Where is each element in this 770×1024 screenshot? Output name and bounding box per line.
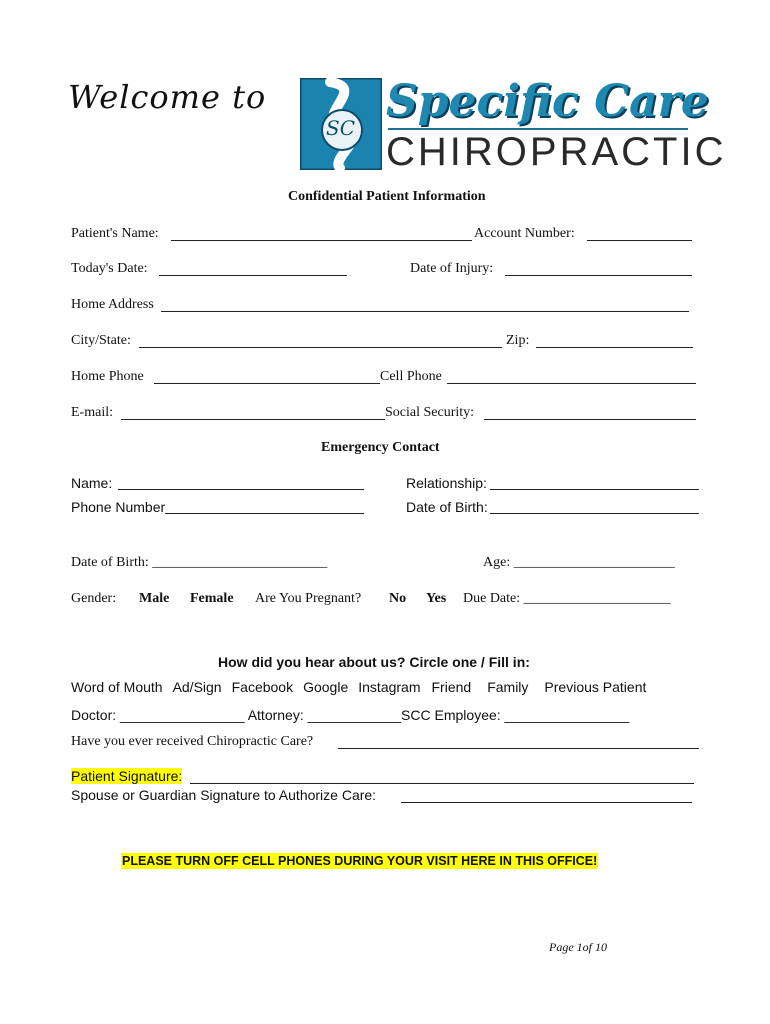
emergency-dob-field[interactable] <box>490 513 699 514</box>
gender-female-option[interactable]: Female <box>190 591 234 606</box>
referral-option[interactable]: Word of Mouth <box>71 679 163 695</box>
cell-phone-field[interactable] <box>447 383 696 384</box>
relationship-field[interactable] <box>490 489 699 490</box>
email-field[interactable] <box>121 419 385 420</box>
gender-male-option[interactable]: Male <box>139 591 170 606</box>
referral-option[interactable]: Family <box>487 679 529 695</box>
patient-name-field[interactable] <box>171 240 472 241</box>
logo-mark-icon <box>300 78 382 170</box>
patient-name-label: Patient's Name: <box>71 226 159 241</box>
chiropractic-care-field[interactable] <box>338 748 699 749</box>
emergency-name-label: Name: <box>71 475 113 491</box>
zip-field[interactable] <box>536 347 693 348</box>
date-of-injury-field[interactable] <box>505 275 692 276</box>
patient-signature-field[interactable] <box>190 783 694 784</box>
age-field[interactable]: Age: _______________________ <box>483 555 675 570</box>
todays-date-label: Today's Date: <box>71 261 148 276</box>
referral-title: How did you hear about us? Circle one / Fill in: <box>218 654 530 670</box>
emergency-contact-title: Emergency Contact <box>321 440 440 455</box>
guardian-signature-field[interactable] <box>401 802 692 803</box>
cell-phone-label: Cell Phone <box>380 369 442 384</box>
referral-option[interactable]: Previous Patient <box>544 679 647 695</box>
email-label: E-mail: <box>71 405 113 420</box>
referral-options <box>71 679 646 695</box>
date-of-injury-label: Date of Injury: <box>410 261 494 276</box>
home-phone-label: Home Phone <box>71 369 144 384</box>
cell-phone-notice: PLEASE TURN OFF CELL PHONES DURING YOUR VISIT HERE IN THIS OFFICE! <box>122 854 598 868</box>
account-number-field[interactable] <box>587 240 692 241</box>
referral-option[interactable]: Facebook <box>231 679 294 695</box>
city-state-label: City/State: <box>71 333 131 348</box>
emergency-name-field[interactable] <box>118 489 364 490</box>
page-number: Page 1of 10 <box>549 940 607 954</box>
emergency-dob-label: Date of Birth: <box>406 499 488 515</box>
emergency-phone-label: Phone Number <box>71 499 166 515</box>
logo-subtitle: CHIROPRACTIC <box>386 130 727 174</box>
account-number-label: Account Number: <box>474 226 575 241</box>
patient-signature-label: Patient Signature: <box>71 768 183 784</box>
patient-dob-field[interactable]: Date of Birth: _________________________ <box>71 555 328 570</box>
social-security-field[interactable] <box>484 419 696 420</box>
home-address-label: Home Address <box>71 297 154 312</box>
patient-info-title: Confidential Patient Information <box>288 189 486 204</box>
relationship-label: Relationship: <box>406 475 487 491</box>
due-date-field[interactable]: Due Date: _____________________ <box>463 591 671 606</box>
pregnant-no-option[interactable]: No <box>389 591 407 606</box>
referral-option[interactable]: Ad/Sign <box>172 679 222 695</box>
todays-date-field[interactable] <box>159 275 347 276</box>
city-state-field[interactable] <box>139 347 502 348</box>
logo-monogram: SC <box>326 116 356 140</box>
referral-option[interactable]: Friend <box>431 679 472 695</box>
gender-label: Gender: <box>71 591 117 606</box>
welcome-text: Welcome to <box>68 78 267 116</box>
social-security-label: Social Security: <box>385 405 475 420</box>
referral-option[interactable]: Instagram <box>358 679 421 695</box>
home-phone-field[interactable] <box>154 383 380 384</box>
home-address-field[interactable] <box>161 311 689 312</box>
referral-fill-line[interactable]: Doctor: ________________ Attorney: ____________SCC Employee: ________________ <box>71 707 630 723</box>
guardian-signature-label: Spouse or Guardian Signature to Authorize Care: <box>71 787 377 803</box>
zip-label: Zip: <box>506 333 530 348</box>
emergency-phone-field[interactable] <box>165 513 364 514</box>
referral-option[interactable]: Google <box>303 679 349 695</box>
pregnant-label: Are You Pregnant? <box>255 591 362 606</box>
logo-name: Specific Care <box>386 76 709 127</box>
pregnant-yes-option[interactable]: Yes <box>426 591 447 606</box>
chiropractic-care-label: Have you ever received Chiropractic Care? <box>71 734 314 749</box>
